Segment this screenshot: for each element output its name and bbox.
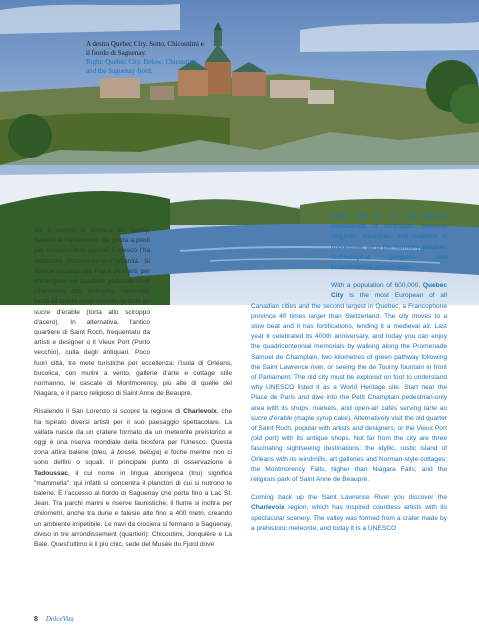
italian-paragraph-1: zo, o vedere la fontana de Tourny, davanti al Parlamento. Va girata a piedi per comprendere perché l'Unesco l'ha dichiarata Patrimonio dell'Umanità. Si sbarca accanto alla Place de Paris per immergersi nel quartiere pedonale Petit Champlain con botteghe, mercatini, locali all'aperto dove servono la tarte au sucre d'erable (torta allo sciroppo d'acero). In alternativa, l'antico quartiere di Saint Roch, frequentato da artisti e designer o il Vieux Port (Porto vecchio), culla degli antiquari. Poco fuori città, tre mete turistiche per eccellenza: l'isola di Orléans, bucolica, con mulini a vento, gallerie d'arte e cottage stile normanno, le cascate di Montmorency, più alte di quelle del Niagara, e il parco religioso di Saint Anne de Beaupré. (34, 227, 232, 398)
caption-english: Right: Quebec City. Below: Chicoutimi and the Saguenay fjord. (86, 58, 197, 75)
english-column (251, 212, 447, 542)
italian-paragraph-2: Risalendo il San Lorenzo si scopre la regione di Charlevoix, che ha ispirato diversi artisti per il suo paesaggio spettacolare. La vallata nasce da un cratere formato da un meteorite preistorico e oggi è una riserva mondiale della biosfera per l'Unesco. Questa zona attira balene (bleu, à bosse, beluga) e foche mentre non ci sono delfini o squali. Il principale punto di osservazione è Tadoussac, il cui nome in lingua aborigena (Inu) significa "mammella": qui infatti si concentra il plancton di cui si nutrono le balene. È l'accesso al fiordo di Saguenay che porta fino a Lac St. Jean. Tra parchi marini e riserve faunistiche, il fiume si inoltra per chilometri, anche tra dune e falesie alte fino a 400 metri, creando un ambiente irripetibile. Le navi da crociera si fermano a Saguenay, diviso in tre arrondissement (quartieri): Chicoutimi, Jonquière e La Baie. Quest'ultimo è il più chic, sede del Musée du Fjord dove (34, 408, 232, 549)
english-paragraph-2: With a population of 600,000, Quebec City is the most European of all Canadian cities and the second largest in Quebec, a Francophone province 40 times larger than Switzerland. The city moves to a slow beat and it has fortifications, lending it a medieval air. Last year it celebrated its 400th anniversary, and today you can enjoy the quadricentennial memorials by walking along the Promenade Samuel de Champlain, two kilometres of green pathway following the Saint Lawrence river, or seeing the de Tourny fountain in front of Parliament. The old city must be explored on foot to understand why UNESCO listed it as a World Heritage site. Start near the Place de Paris and dive into the Petit Champlain pedestrian-only area with its shops, markets, and open-air cafés serving tarte au sucre d'erable (maple syrup cake). Alternatively visit the old quarter of Saint Roch, popular with artists and designers, or the Vieux Port (old port) with its antique shops. Not far from the city are three fascinating sightseeing destinations: the idyllic, rustic island of Orleans with its windmills, art galleries and Norman-style cottages; the Montmorency Falls, higher than Niagara Falls; and the religious park of Saint Anne de Beaupré. (251, 282, 447, 484)
caption-italian: A destra Quebec City. Sotto, Chicoutimi e il fiordo di Saguenay. (86, 40, 204, 57)
english-paragraph-1: border with the US. The peaceful coexistence of languages, cultures, religions, medicines and customs is impressive, as is the harmony between technological progress and environmental conservation. (331, 213, 447, 272)
magazine-brand: DolceVita (45, 615, 74, 623)
page-number: 8 (34, 616, 38, 623)
quebec-city-photo (0, 0, 479, 165)
english-paragraph-3: Coming back up the Saint Lawrence River you discover the Charlevoix region, which has inspired countless artists with its spectacular scenery. The valley was formed from a crater made by a prehistoric meteorite, and today it is a UNESCO (251, 494, 447, 532)
italian-column (34, 226, 232, 558)
photo-caption (86, 40, 206, 76)
page-footer (34, 615, 74, 623)
